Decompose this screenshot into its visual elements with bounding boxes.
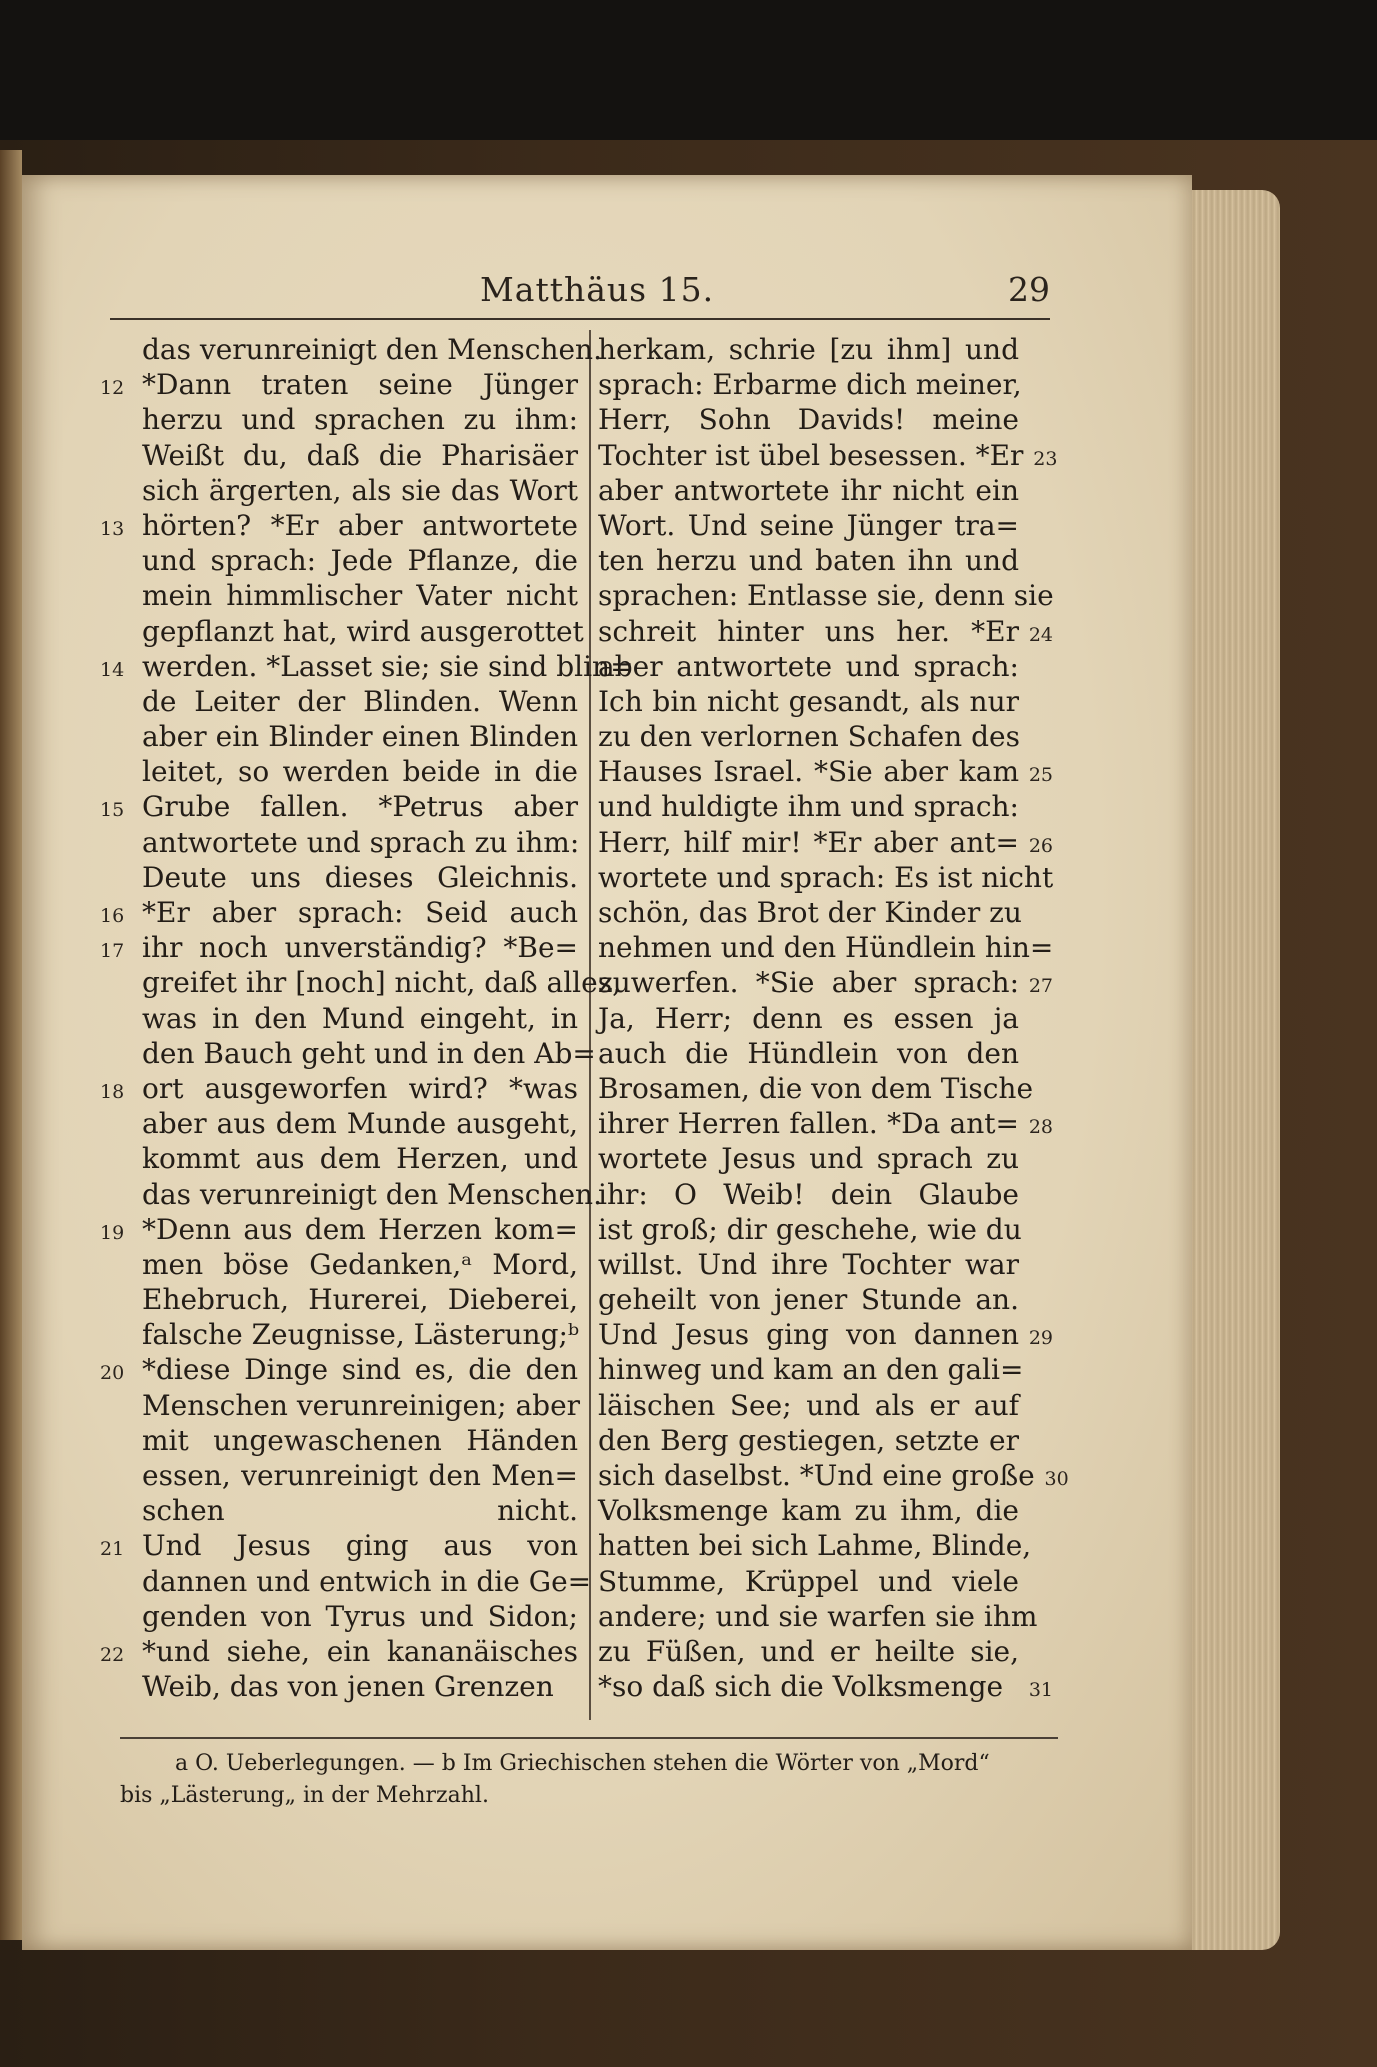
right-column — [598, 332, 1069, 1704]
line-text: zuwerfen. *Sie aber sprach: — [598, 966, 1019, 1000]
text-line — [598, 1599, 1053, 1634]
text-line — [598, 1001, 1053, 1036]
text-line — [100, 1352, 578, 1387]
text-line — [598, 719, 1053, 754]
verse-number: 14 — [100, 658, 125, 681]
line-text: das verunreinigt den Menschen. — [142, 333, 602, 366]
line-text: genden von Tyrus und Sidon; — [142, 1599, 578, 1633]
verse-number: 19 — [100, 1221, 125, 1244]
text-line — [598, 508, 1053, 543]
line-text: *Er aber sprach: Seid auch — [142, 896, 578, 929]
line-text: Deute uns dieses Gleichnis. — [142, 860, 578, 894]
line-text: leitet, so werden beide in die — [142, 755, 578, 789]
line-text: Weißt du, daß die Pharisäer — [142, 438, 578, 472]
line-text: *Denn aus dem Herzen kom= — [142, 1212, 578, 1246]
text-line — [598, 1282, 1053, 1317]
line-text: sprachen: Entlasse sie, denn sie — [598, 579, 1054, 613]
text-line — [100, 1212, 578, 1247]
text-line — [598, 1352, 1053, 1387]
text-line — [598, 1106, 1053, 1141]
line-text: wortete und sprach: Es ist nicht — [598, 860, 1054, 894]
verse-number: 23 — [1033, 447, 1058, 470]
header-rule — [110, 318, 1050, 320]
text-line — [100, 367, 578, 402]
line-text: Ja, Herr; denn es essen ja — [598, 1001, 1019, 1035]
line-text: Grube fallen. *Petrus aber — [142, 790, 578, 824]
verse-number: 27 — [1028, 975, 1053, 998]
line-text: hinweg und kam an den gali= — [598, 1353, 1024, 1387]
text-line — [100, 402, 578, 437]
text-line — [598, 930, 1053, 965]
line-text: greifet ihr [noch] nicht, daß alles, — [142, 966, 621, 1000]
text-line — [100, 1141, 578, 1176]
line-text: das verunreinigt den Menschen. — [142, 1177, 602, 1211]
text-line — [598, 895, 1053, 930]
line-text: den Berg gestiegen, setzte er — [598, 1423, 1019, 1457]
text-line — [100, 1528, 578, 1563]
verse-number: 24 — [1028, 623, 1053, 646]
line-text: geheilt von jener Stunde an. — [598, 1283, 1019, 1317]
text-line — [100, 1106, 578, 1141]
text-line — [598, 1423, 1053, 1458]
line-text: ist groß; dir geschehe, wie du — [598, 1212, 1022, 1246]
line-text: Und Jesus ging aus von — [142, 1529, 578, 1563]
line-text: wortete Jesus und sprach zu — [598, 1142, 1019, 1176]
text-line — [598, 367, 1053, 402]
text-line — [598, 1564, 1053, 1599]
text-line — [100, 825, 578, 860]
text-line — [100, 1247, 578, 1282]
line-text: was in den Mund eingeht, in — [142, 1001, 578, 1035]
text-line — [100, 1282, 578, 1317]
line-text: nehmen und den Hündlein hin= — [598, 931, 1054, 965]
text-line — [100, 1599, 578, 1634]
line-text: mein himmlischer Vater nicht — [142, 579, 578, 613]
line-text: aber ein Blinder einen Blinden — [142, 720, 578, 754]
line-text: *Dann traten seine Jünger — [142, 368, 578, 402]
line-text: ihr: O Weib! dein Glaube — [598, 1177, 1019, 1211]
text-line — [598, 614, 1053, 649]
text-line — [598, 543, 1053, 578]
line-text: gepflanzt hat, wird ausgerottet — [142, 614, 584, 648]
text-line — [100, 1388, 581, 1423]
text-line — [598, 1036, 1053, 1071]
text-line — [100, 719, 578, 754]
line-text: Menschen verunreinigen; aber — [142, 1388, 581, 1422]
text-line — [100, 1177, 602, 1212]
line-text: andere; und sie warfen sie ihm — [598, 1599, 1038, 1633]
line-text: Herr, hilf mir! *Er aber ant= — [598, 825, 1019, 859]
text-line — [100, 1001, 578, 1036]
footnote-line: bis „Lästerung„ in der Mehrzahl. — [120, 1783, 489, 1808]
text-line — [598, 1669, 1053, 1704]
line-text: ten herzu und baten ihn und — [598, 544, 1019, 578]
text-line — [598, 825, 1053, 860]
text-line — [100, 1071, 578, 1106]
text-line — [100, 543, 578, 578]
line-text: zu Füßen, und er heilte sie, — [598, 1634, 1019, 1668]
line-text: schen nicht. — [142, 1494, 578, 1528]
line-text: Volksmenge kam zu ihm, die — [598, 1494, 1019, 1528]
line-text: Brosamen, die von dem Tische — [598, 1071, 1034, 1105]
verse-number: 30 — [1044, 1468, 1069, 1490]
line-text: herzu und sprachen zu ihm: — [142, 403, 578, 437]
line-text: schön, das Brot der Kinder zu — [598, 896, 1022, 929]
left-column — [100, 332, 634, 1704]
line-text: zu den verlornen Schafen des — [598, 720, 1020, 754]
running-title: Matthäus 15. — [480, 270, 715, 309]
text-line — [100, 332, 602, 367]
text-line — [598, 402, 1053, 437]
text-line — [100, 684, 578, 719]
verse-number: 18 — [100, 1080, 125, 1103]
line-text: herkam, schrie [zu ihm] und — [598, 333, 1019, 366]
text-line — [100, 1564, 592, 1599]
text-line — [598, 1317, 1053, 1352]
text-line — [598, 684, 1053, 719]
line-text: Wort. Und seine Jünger tra= — [598, 508, 1019, 542]
line-text: mit ungewaschenen Händen — [142, 1423, 578, 1457]
text-line — [598, 473, 1053, 508]
line-text: den Bauch geht und in den Ab= — [142, 1036, 596, 1070]
text-line — [100, 789, 578, 824]
footnotes — [120, 1748, 1058, 1812]
line-text: falsche Zeugnisse, Lästerung;ᵇ — [142, 1318, 580, 1352]
text-line — [598, 332, 1053, 367]
line-text: Ich bin nicht gesandt, als nur — [598, 684, 1019, 718]
line-text: de Leiter der Blinden. Wenn — [142, 684, 578, 718]
line-text: men böse Gedanken,ᵃ Mord, — [142, 1247, 578, 1281]
text-line — [100, 895, 578, 930]
line-text: kommt aus dem Herzen, und — [142, 1142, 578, 1176]
text-line — [100, 1669, 578, 1704]
line-text: Tochter ist übel besessen. *Er — [598, 438, 1024, 472]
text-line — [598, 649, 1053, 684]
text-line — [100, 930, 578, 965]
page-stack-edge — [1185, 190, 1280, 1950]
line-text: Herr, Sohn Davids! meine — [598, 403, 1019, 437]
text-line — [598, 578, 1053, 613]
text-line — [598, 1141, 1053, 1176]
text-line — [598, 860, 1053, 895]
text-line — [598, 1177, 1053, 1212]
line-text: schreit hinter uns her. *Er — [598, 614, 1019, 648]
text-line — [598, 1247, 1053, 1282]
text-line — [100, 965, 621, 1000]
verse-number: 12 — [100, 377, 125, 400]
text-line — [100, 1317, 578, 1352]
text-line — [598, 754, 1053, 789]
verse-number: 13 — [100, 517, 125, 540]
verse-number: 25 — [1028, 764, 1053, 787]
line-text: sprach: Erbarme dich meiner, — [598, 368, 1022, 402]
previous-page-edge — [0, 150, 22, 1940]
text-line — [100, 649, 634, 684]
verse-number: 20 — [100, 1362, 125, 1385]
verse-number: 21 — [100, 1538, 125, 1561]
line-text: *diese Dinge sind es, die den — [142, 1353, 578, 1387]
text-line — [598, 1493, 1053, 1528]
text-line — [598, 1458, 1069, 1493]
line-text: Und Jesus ging von dannen — [598, 1318, 1019, 1352]
line-text: antwortete und sprach zu ihm: — [142, 825, 580, 859]
line-text: willst. Und ihre Tochter war — [598, 1247, 1019, 1281]
line-text: aber aus dem Munde ausgeht, — [142, 1107, 578, 1141]
verse-number: 29 — [1028, 1327, 1053, 1350]
line-text: Hauses Israel. *Sie aber kam — [598, 755, 1019, 789]
verse-number: 17 — [100, 940, 125, 963]
line-text: Ehebruch, Hurerei, Dieberei, — [142, 1283, 578, 1317]
text-line — [598, 789, 1053, 824]
verse-number: 28 — [1028, 1116, 1053, 1139]
column-divider — [589, 330, 591, 1720]
line-text: dannen und entwich in die Ge= — [142, 1564, 592, 1598]
text-line — [100, 614, 584, 649]
text-line — [100, 1634, 578, 1669]
text-line — [598, 438, 1058, 473]
text-line — [598, 1071, 1053, 1106]
line-text: hörten? *Er aber antwortete — [142, 508, 578, 542]
line-text: *so daß sich die Volksmenge — [598, 1670, 1004, 1704]
page-number: 29 — [1008, 270, 1050, 309]
text-line — [598, 1388, 1053, 1423]
line-text: Stumme, Krüppel und viele — [598, 1564, 1019, 1598]
text-line — [598, 1528, 1053, 1563]
verse-number: 31 — [1028, 1679, 1053, 1702]
verse-number: 22 — [100, 1643, 125, 1666]
text-line — [100, 1036, 596, 1071]
line-text: auch die Hündlein von den — [598, 1036, 1019, 1070]
text-line — [100, 1458, 578, 1493]
verse-number: 16 — [100, 905, 125, 927]
line-text: werden. *Lasset sie; sie sind blin= — [142, 649, 634, 683]
line-text: ort ausgeworfen wird? *was — [142, 1071, 578, 1105]
line-text: aber antwortete ihr nicht ein — [598, 473, 1019, 507]
text-line — [100, 754, 578, 789]
line-text: und huldigte ihm und sprach: — [598, 790, 1019, 824]
line-text: läischen See; und als er auf — [598, 1388, 1019, 1422]
line-text: Weib, das von jenen Grenzen — [142, 1670, 554, 1704]
text-line — [598, 1634, 1053, 1669]
text-line — [100, 1423, 578, 1458]
text-line — [100, 578, 578, 613]
verse-number: 26 — [1028, 834, 1053, 857]
line-text: essen, verunreinigt den Men= — [142, 1459, 578, 1492]
text-line — [100, 473, 578, 508]
text-line — [100, 860, 578, 895]
text-line — [100, 438, 578, 473]
page-header — [110, 270, 1050, 320]
line-text: sich daselbst. *Und eine große — [598, 1459, 1035, 1492]
verse-number: 15 — [100, 799, 125, 822]
line-text: ihrer Herren fallen. *Da ant= — [598, 1107, 1019, 1141]
line-text: aber antwortete und sprach: — [598, 649, 1019, 683]
text-line — [598, 965, 1053, 1000]
text-line — [100, 1493, 578, 1528]
footnote-line: a O. Ueberlegungen. — b Im Griechischen stehen die Wörter von „Mord“ — [175, 1751, 990, 1776]
footnote-rule — [120, 1737, 1058, 1739]
line-text: *und siehe, ein kananäisches — [142, 1634, 578, 1668]
text-line — [598, 1212, 1053, 1247]
line-text: ihr noch unverständig? *Be= — [142, 931, 578, 965]
line-text: sich ärgerten, als sie das Wort — [142, 473, 578, 507]
line-text: hatten bei sich Lahme, Blinde, — [598, 1529, 1032, 1563]
line-text: und sprach: Jede Pflanze, die — [142, 544, 578, 578]
text-line — [100, 508, 578, 543]
